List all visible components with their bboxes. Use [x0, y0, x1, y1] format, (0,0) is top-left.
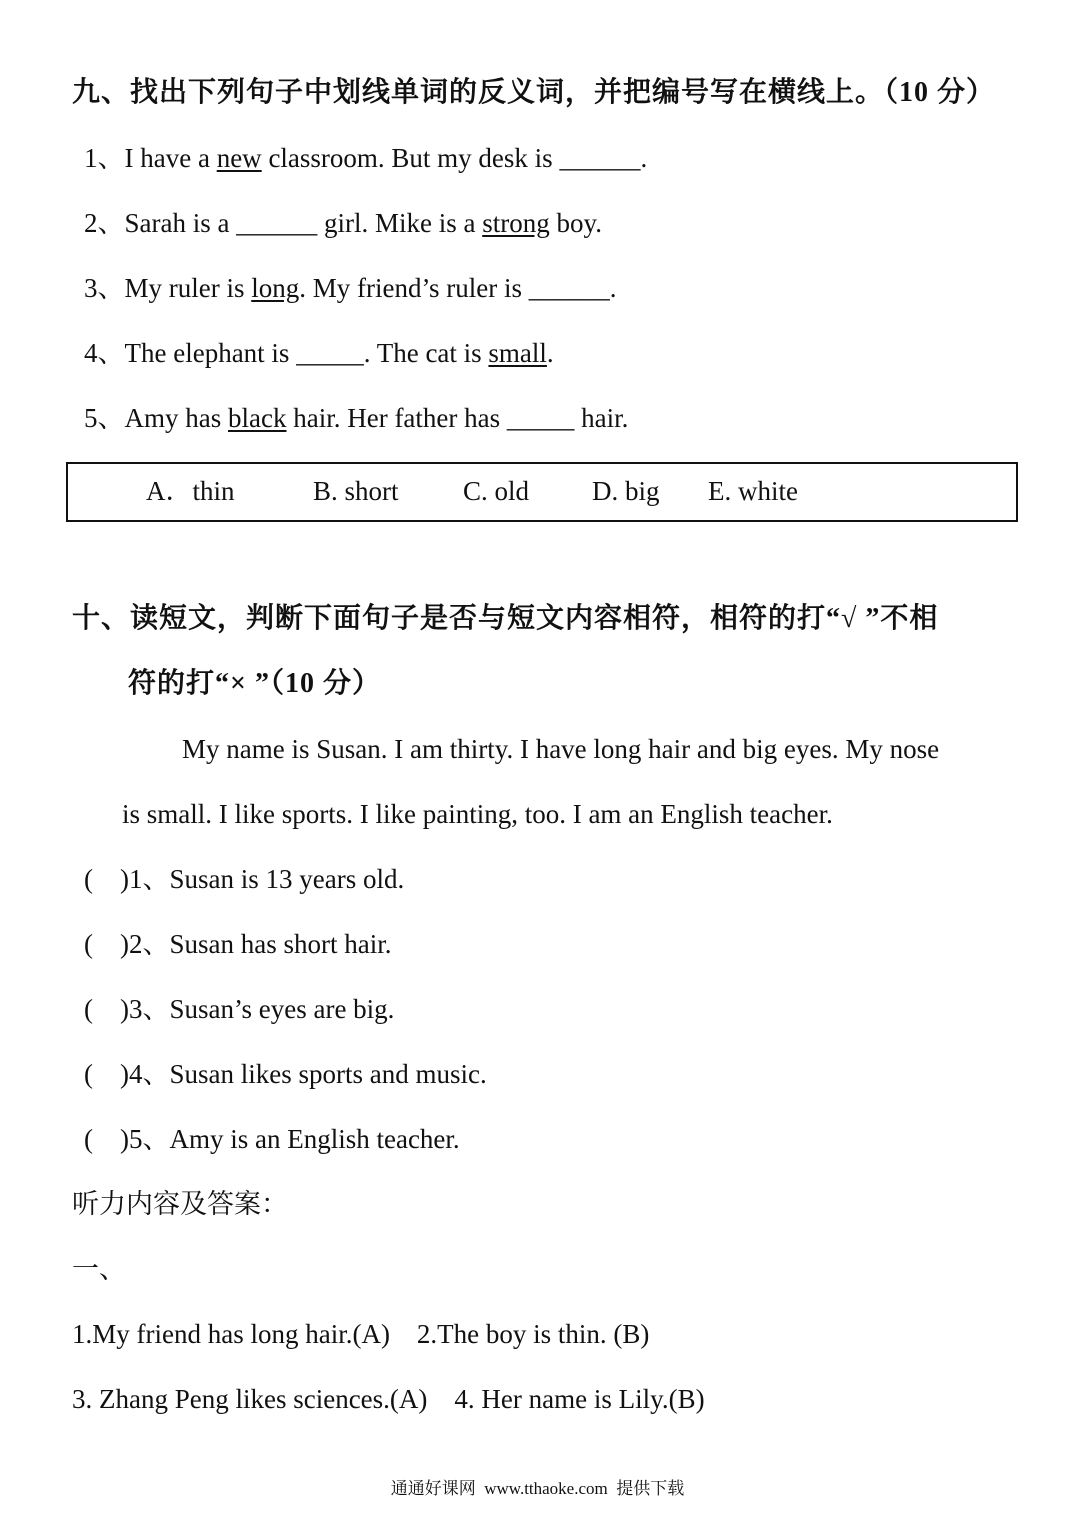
- sentence-text: Amy has: [124, 403, 228, 433]
- listening-heading: 听力内容及答案：: [72, 1189, 288, 1219]
- statement-text: 2、Susan has short hair.: [128, 929, 392, 959]
- answer-blank: ______: [236, 208, 318, 238]
- listening-answers-line-1: 1.My friend has long hair.(A) 2.The boy is thin. (B): [72, 1319, 650, 1349]
- answer-blank: ______: [528, 273, 610, 303]
- sentence-text: I have a: [124, 143, 217, 173]
- section-9-title: 九、找出下列句子中划线单词的反义词，并把编号写在横线上。（10 分）: [72, 77, 996, 108]
- sentence-text: . The cat is: [363, 338, 489, 368]
- sentence-text: boy.: [549, 208, 602, 238]
- underlined-word: new: [216, 143, 262, 173]
- option-d: D. big: [592, 476, 660, 506]
- sentence-text: .: [546, 338, 554, 368]
- judgement-item-4: [84, 1057, 487, 1091]
- option-b: B. short: [313, 476, 399, 506]
- sentence-text: . My friend’s ruler is: [299, 273, 529, 303]
- listening-part-label: 一、: [72, 1254, 126, 1284]
- question-number: 2、: [84, 208, 125, 238]
- judgement-item-3: [84, 992, 394, 1026]
- statement-text: 3、Susan’s eyes are big.: [128, 994, 395, 1024]
- underlined-word: long: [251, 273, 300, 303]
- sentence-text: classroom. But my desk is: [261, 143, 560, 173]
- sentence-text: hair. Her father has: [286, 403, 507, 433]
- answer-parentheses: ( ): [84, 864, 129, 894]
- options-box: [66, 462, 1018, 522]
- answer-blank: _____: [506, 403, 575, 433]
- answer-blank: _____: [296, 338, 364, 368]
- answer-parentheses: ( ): [84, 1059, 129, 1089]
- sentence-text: The elephant is: [124, 338, 297, 368]
- statement-text: 1、Susan is 13 years old.: [128, 864, 405, 894]
- question-number: 1、: [84, 143, 125, 173]
- option-c: C. old: [463, 476, 530, 506]
- sentence-text: Sarah is a: [124, 208, 237, 238]
- judgement-item-2: [84, 927, 391, 961]
- listening-answers-line-2: 3. Zhang Peng likes sciences.(A) 4. Her name is Lily.(B): [72, 1384, 705, 1414]
- section-10-title-line-1: 十、读短文，判断下面句子是否与短文内容相符，相符的打“√ ”不相: [72, 603, 939, 634]
- sentence-text: .: [640, 143, 648, 173]
- question-number: 3、: [84, 273, 125, 303]
- question-9-4: [84, 336, 554, 370]
- sentence-text: girl. Mike is a: [317, 208, 483, 238]
- judgement-item-1: [84, 862, 404, 896]
- answer-parentheses: ( ): [84, 1124, 129, 1154]
- underlined-word: strong: [482, 208, 550, 238]
- question-9-3: [84, 271, 616, 305]
- answer-parentheses: ( ): [84, 994, 129, 1024]
- option-e: E. white: [708, 476, 798, 506]
- question-9-5: [84, 401, 628, 435]
- question-number: 4、: [84, 338, 125, 368]
- question-9-2: [84, 206, 602, 240]
- question-number: 5、: [84, 403, 125, 433]
- section-10-title-line-2: 符的打“× ”（10 分）: [128, 668, 381, 699]
- sentence-text: hair.: [574, 403, 629, 433]
- judgement-item-5: [84, 1122, 460, 1156]
- underlined-word: small: [488, 338, 547, 368]
- statement-text: 4、Susan likes sports and music.: [128, 1059, 487, 1089]
- option-a: A．thin: [146, 476, 235, 506]
- sentence-text: My ruler is: [124, 273, 252, 303]
- answer-parentheses: ( ): [84, 929, 129, 959]
- statement-text: 5、Amy is an English teacher.: [128, 1124, 460, 1154]
- answer-blank: ______: [559, 143, 641, 173]
- passage-line-1: My name is Susan. I am thirty. I have long hair and big eyes. My nose: [182, 734, 940, 764]
- sentence-text: .: [609, 273, 617, 303]
- passage-line-2: is small. I like sports. I like painting, too. I am an English teacher.: [122, 799, 833, 829]
- question-9-1: [84, 141, 647, 175]
- underlined-word: black: [228, 403, 287, 433]
- page-footer: 通通好课网 www.tthaoke.com 提供下载: [390, 1479, 685, 1498]
